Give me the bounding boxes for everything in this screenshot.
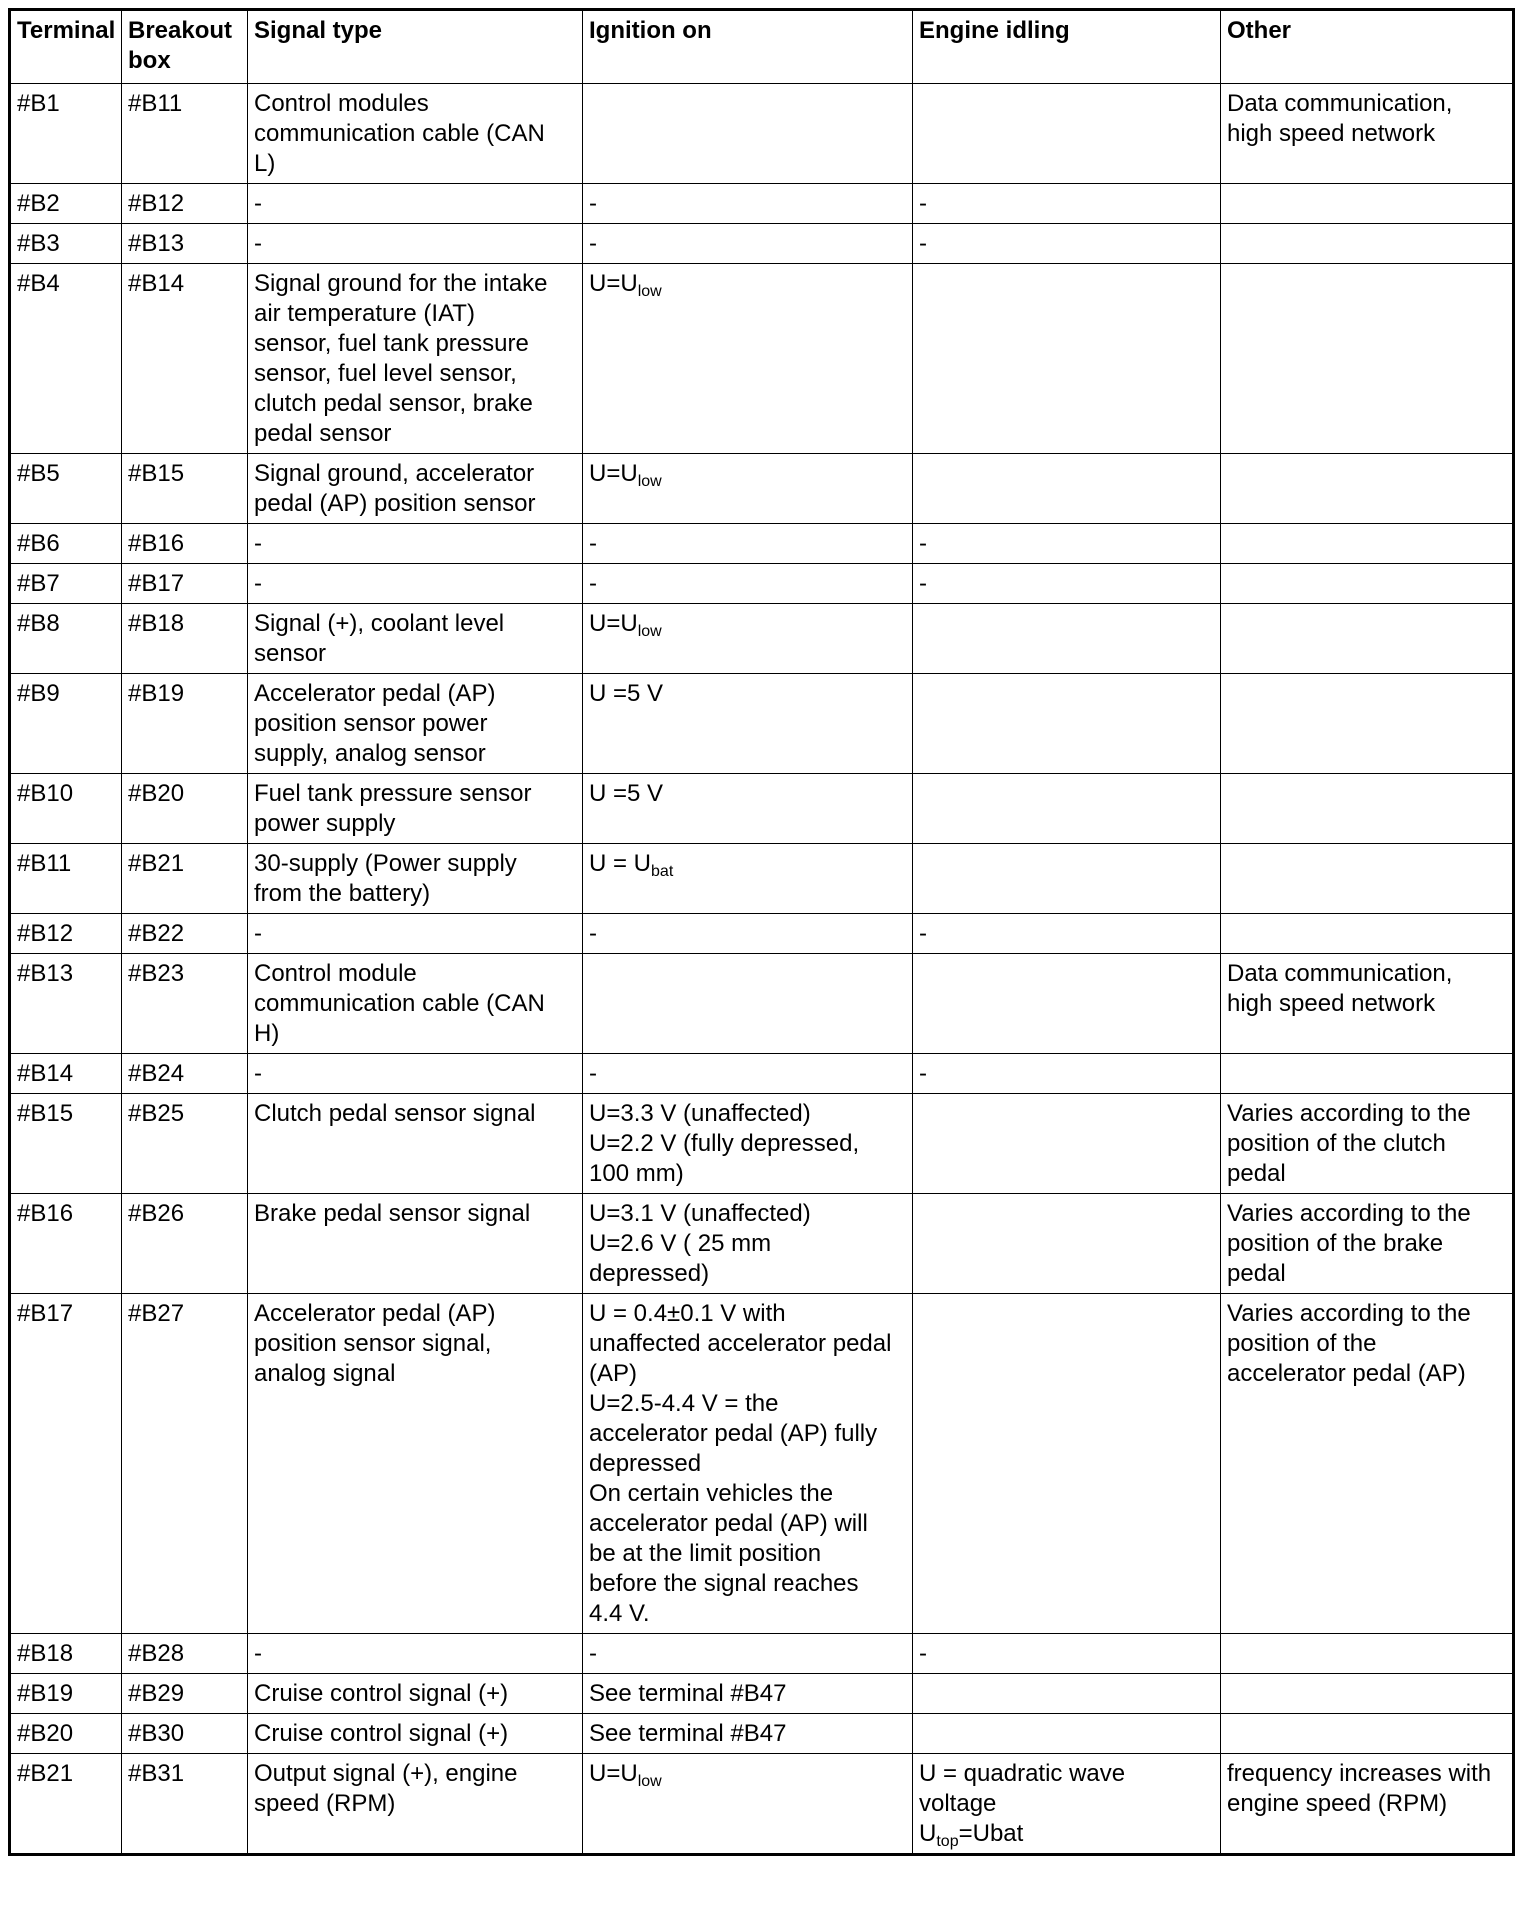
cell-line: - bbox=[254, 530, 262, 557]
cell-line: position of the brake bbox=[1227, 1230, 1444, 1257]
cell-ignition-on bbox=[583, 1054, 913, 1094]
cell-signal-type bbox=[248, 224, 583, 264]
cell-line: - bbox=[919, 1640, 927, 1667]
cell-other bbox=[1221, 1194, 1514, 1294]
cell-engine-idling bbox=[913, 1754, 1221, 1855]
cell-line: sensor, fuel level sensor, bbox=[254, 360, 517, 387]
cell-ignition-on bbox=[583, 1094, 913, 1194]
cell-ignition-on bbox=[583, 914, 913, 954]
cell-signal-type bbox=[248, 914, 583, 954]
cell-line: - bbox=[254, 230, 262, 257]
cell-signal-type bbox=[248, 1754, 583, 1855]
cell-line: sensor bbox=[254, 640, 327, 667]
cell-line: - bbox=[254, 570, 262, 597]
cell-line: - bbox=[589, 230, 597, 257]
cell-terminal: #B15 bbox=[10, 1094, 122, 1194]
cell-line: engine speed (RPM) bbox=[1227, 1790, 1448, 1817]
cell-breakout-box: #B30 bbox=[122, 1714, 248, 1754]
cell-line: Varies according to the bbox=[1227, 1200, 1471, 1227]
cell-engine-idling bbox=[913, 604, 1221, 674]
cell-breakout-box: #B21 bbox=[122, 844, 248, 914]
cell-line: Data communication, bbox=[1227, 90, 1453, 117]
cell-engine-idling bbox=[913, 1634, 1221, 1674]
cell-other bbox=[1221, 224, 1514, 264]
cell-line: from the battery) bbox=[254, 880, 431, 907]
cell-line: - bbox=[589, 530, 597, 557]
cell-ignition-on bbox=[583, 954, 913, 1054]
cell-engine-idling bbox=[913, 1674, 1221, 1714]
cell-signal-type bbox=[248, 264, 583, 454]
cell-line: On certain vehicles the bbox=[589, 1480, 834, 1507]
cell-breakout-box: #B29 bbox=[122, 1674, 248, 1714]
cell-breakout-box: #B26 bbox=[122, 1194, 248, 1294]
table-row bbox=[10, 604, 1514, 674]
table-row bbox=[10, 1754, 1514, 1855]
cell-other bbox=[1221, 604, 1514, 674]
cell-terminal: #B10 bbox=[10, 774, 122, 844]
cell-ignition-on bbox=[583, 1674, 913, 1714]
cell-signal-type bbox=[248, 1194, 583, 1294]
cell-engine-idling bbox=[913, 774, 1221, 844]
cell-line: Cruise control signal (+) bbox=[254, 1680, 509, 1707]
table-row bbox=[10, 1714, 1514, 1754]
cell-terminal: #B3 bbox=[10, 224, 122, 264]
cell-engine-idling bbox=[913, 914, 1221, 954]
cell-line: pedal (AP) position sensor bbox=[254, 490, 536, 517]
header-signal-type: Signal type bbox=[248, 10, 583, 84]
cell-line: depressed) bbox=[589, 1260, 710, 1287]
cell-line: voltage bbox=[919, 1790, 997, 1817]
cell-line: position of the bbox=[1227, 1330, 1377, 1357]
cell-line: Accelerator pedal (AP) bbox=[254, 1300, 496, 1327]
cell-line: - bbox=[589, 570, 597, 597]
cell-line: Control module bbox=[254, 960, 417, 987]
cell-ignition-on bbox=[583, 1194, 913, 1294]
table-row bbox=[10, 844, 1514, 914]
cell-line: depressed bbox=[589, 1450, 702, 1477]
cell-line: accelerator pedal (AP) will bbox=[589, 1510, 868, 1537]
table-row bbox=[10, 454, 1514, 524]
table-row bbox=[10, 184, 1514, 224]
cell-terminal: #B16 bbox=[10, 1194, 122, 1294]
cell-line bbox=[589, 459, 906, 489]
cell-other bbox=[1221, 84, 1514, 184]
cell-line: U=2.6 V ( 25 mm bbox=[589, 1230, 772, 1257]
cell-engine-idling bbox=[913, 264, 1221, 454]
cell-ignition-on bbox=[583, 1714, 913, 1754]
table-row bbox=[10, 524, 1514, 564]
cell-line: U =5 V bbox=[589, 780, 664, 807]
cell-other bbox=[1221, 1714, 1514, 1754]
cell-line: Brake pedal sensor signal bbox=[254, 1200, 531, 1227]
table-body bbox=[10, 84, 1514, 1855]
cell-ignition-on bbox=[583, 224, 913, 264]
cell-line: unaffected accelerator pedal bbox=[589, 1330, 892, 1357]
cell-ignition-on bbox=[583, 774, 913, 844]
cell-ignition-on bbox=[583, 264, 913, 454]
header-other: Other bbox=[1221, 10, 1514, 84]
cell-terminal: #B6 bbox=[10, 524, 122, 564]
cell-signal-type bbox=[248, 1094, 583, 1194]
cell-breakout-box: #B27 bbox=[122, 1294, 248, 1634]
cell-line: - bbox=[919, 530, 927, 557]
cell-terminal: #B17 bbox=[10, 1294, 122, 1634]
cell-line: high speed network bbox=[1227, 990, 1436, 1017]
cell-other bbox=[1221, 264, 1514, 454]
cell-engine-idling bbox=[913, 184, 1221, 224]
cell-terminal: #B1 bbox=[10, 84, 122, 184]
cell-line: Control modules bbox=[254, 90, 429, 117]
table-row bbox=[10, 1094, 1514, 1194]
cell-line: (AP) bbox=[589, 1360, 637, 1387]
value-subscript: low bbox=[637, 1773, 662, 1790]
table-row bbox=[10, 1674, 1514, 1714]
cell-breakout-box: #B12 bbox=[122, 184, 248, 224]
cell-line: position sensor signal, bbox=[254, 1330, 492, 1357]
table-row bbox=[10, 84, 1514, 184]
table-row bbox=[10, 954, 1514, 1054]
cell-breakout-box: #B28 bbox=[122, 1634, 248, 1674]
cell-breakout-box: #B16 bbox=[122, 524, 248, 564]
value-subscript: low bbox=[637, 623, 662, 640]
cell-ignition-on bbox=[583, 454, 913, 524]
cell-signal-type bbox=[248, 604, 583, 674]
value-subscript: bat bbox=[651, 863, 674, 880]
cell-line bbox=[919, 1819, 1214, 1849]
cell-breakout-box: #B31 bbox=[122, 1754, 248, 1855]
cell-engine-idling bbox=[913, 224, 1221, 264]
cell-other bbox=[1221, 1634, 1514, 1674]
header-engine-idling: Engine idling bbox=[913, 10, 1221, 84]
table-row bbox=[10, 1634, 1514, 1674]
cell-ignition-on bbox=[583, 1294, 913, 1634]
cell-line bbox=[589, 1759, 906, 1789]
cell-line: L) bbox=[254, 150, 276, 177]
cell-terminal: #B7 bbox=[10, 564, 122, 604]
cell-other bbox=[1221, 454, 1514, 524]
cell-line: - bbox=[919, 920, 927, 947]
cell-terminal: #B11 bbox=[10, 844, 122, 914]
cell-signal-type bbox=[248, 454, 583, 524]
cell-engine-idling bbox=[913, 1194, 1221, 1294]
cell-breakout-box: #B15 bbox=[122, 454, 248, 524]
cell-line: Varies according to the bbox=[1227, 1300, 1471, 1327]
cell-line: analog signal bbox=[254, 1360, 396, 1387]
cell-signal-type bbox=[248, 954, 583, 1054]
cell-terminal: #B2 bbox=[10, 184, 122, 224]
value-subscript: low bbox=[637, 473, 662, 490]
cell-engine-idling bbox=[913, 524, 1221, 564]
cell-ignition-on bbox=[583, 674, 913, 774]
cell-breakout-box: #B13 bbox=[122, 224, 248, 264]
cell-line: Accelerator pedal (AP) bbox=[254, 680, 496, 707]
cell-engine-idling bbox=[913, 1714, 1221, 1754]
value-text: U bbox=[919, 1820, 937, 1847]
cell-line: Clutch pedal sensor signal bbox=[254, 1100, 536, 1127]
cell-signal-type bbox=[248, 774, 583, 844]
cell-line: position of the clutch bbox=[1227, 1130, 1446, 1157]
cell-terminal: #B4 bbox=[10, 264, 122, 454]
cell-line: frequency increases with bbox=[1227, 1760, 1492, 1787]
value-subscript: low bbox=[637, 283, 662, 300]
cell-line: pedal bbox=[1227, 1160, 1286, 1187]
cell-other bbox=[1221, 564, 1514, 604]
cell-line bbox=[589, 849, 906, 879]
cell-line: Signal ground for the intake bbox=[254, 270, 548, 297]
cell-other bbox=[1221, 1054, 1514, 1094]
cell-line: - bbox=[254, 1060, 262, 1087]
header-terminal: Terminal bbox=[10, 10, 122, 84]
cell-other bbox=[1221, 954, 1514, 1054]
cell-signal-type bbox=[248, 1294, 583, 1634]
cell-line bbox=[589, 269, 906, 299]
cell-line: U = 0.4±0.1 V with bbox=[589, 1300, 786, 1327]
cell-engine-idling bbox=[913, 1054, 1221, 1094]
cell-other bbox=[1221, 774, 1514, 844]
cell-signal-type bbox=[248, 844, 583, 914]
cell-ignition-on bbox=[583, 84, 913, 184]
cell-terminal: #B20 bbox=[10, 1714, 122, 1754]
cell-engine-idling bbox=[913, 674, 1221, 774]
terminal-signal-table bbox=[8, 8, 1515, 1856]
cell-line: accelerator pedal (AP) fully bbox=[589, 1420, 878, 1447]
cell-line: - bbox=[919, 1060, 927, 1087]
table-row bbox=[10, 914, 1514, 954]
cell-breakout-box: #B25 bbox=[122, 1094, 248, 1194]
cell-breakout-box: #B23 bbox=[122, 954, 248, 1054]
cell-engine-idling bbox=[913, 84, 1221, 184]
cell-line: U=2.2 V (fully depressed, bbox=[589, 1130, 860, 1157]
cell-line: U=3.1 V (unaffected) bbox=[589, 1200, 811, 1227]
value-text: U=U bbox=[589, 270, 638, 297]
value-text: U=U bbox=[589, 460, 638, 487]
cell-ignition-on bbox=[583, 1754, 913, 1855]
cell-line: be at the limit position bbox=[589, 1540, 822, 1567]
value-text: U=U bbox=[589, 610, 638, 637]
cell-terminal: #B12 bbox=[10, 914, 122, 954]
cell-line: Varies according to the bbox=[1227, 1100, 1471, 1127]
cell-line: Cruise control signal (+) bbox=[254, 1720, 509, 1747]
cell-line: - bbox=[589, 190, 597, 217]
header-breakout-box: Breakout box bbox=[122, 10, 248, 84]
cell-engine-idling bbox=[913, 954, 1221, 1054]
cell-terminal: #B19 bbox=[10, 1674, 122, 1714]
cell-other bbox=[1221, 1674, 1514, 1714]
value-text: U=U bbox=[589, 1760, 638, 1787]
cell-line: air temperature (IAT) bbox=[254, 300, 475, 327]
header-row bbox=[10, 10, 1514, 84]
cell-breakout-box: #B19 bbox=[122, 674, 248, 774]
cell-line: Data communication, bbox=[1227, 960, 1453, 987]
cell-breakout-box: #B17 bbox=[122, 564, 248, 604]
cell-line bbox=[589, 609, 906, 639]
cell-other bbox=[1221, 1294, 1514, 1634]
cell-line: before the signal reaches bbox=[589, 1570, 859, 1597]
cell-signal-type bbox=[248, 674, 583, 774]
cell-line: clutch pedal sensor, brake bbox=[254, 390, 533, 417]
cell-line: - bbox=[254, 190, 262, 217]
cell-signal-type bbox=[248, 1634, 583, 1674]
cell-line: - bbox=[919, 230, 927, 257]
cell-line: communication cable (CAN bbox=[254, 990, 545, 1017]
cell-breakout-box: #B18 bbox=[122, 604, 248, 674]
cell-terminal: #B8 bbox=[10, 604, 122, 674]
cell-terminal: #B9 bbox=[10, 674, 122, 774]
cell-terminal: #B21 bbox=[10, 1754, 122, 1855]
cell-line: pedal bbox=[1227, 1260, 1286, 1287]
cell-line: - bbox=[919, 190, 927, 217]
cell-ignition-on bbox=[583, 1634, 913, 1674]
table-row bbox=[10, 1294, 1514, 1634]
cell-terminal: #B5 bbox=[10, 454, 122, 524]
cell-breakout-box: #B24 bbox=[122, 1054, 248, 1094]
cell-signal-type bbox=[248, 564, 583, 604]
table-row bbox=[10, 264, 1514, 454]
cell-line: - bbox=[589, 1640, 597, 1667]
cell-signal-type bbox=[248, 184, 583, 224]
cell-engine-idling bbox=[913, 564, 1221, 604]
cell-other bbox=[1221, 524, 1514, 564]
cell-line: communication cable (CAN bbox=[254, 120, 545, 147]
cell-ignition-on bbox=[583, 184, 913, 224]
value-tail: =Ubat bbox=[958, 1820, 1024, 1847]
cell-line: U = quadratic wave bbox=[919, 1760, 1126, 1787]
cell-signal-type bbox=[248, 1714, 583, 1754]
cell-ignition-on bbox=[583, 844, 913, 914]
cell-line: pedal sensor bbox=[254, 420, 392, 447]
cell-line: Signal ground, accelerator bbox=[254, 460, 535, 487]
cell-line: supply, analog sensor bbox=[254, 740, 486, 767]
cell-breakout-box: #B20 bbox=[122, 774, 248, 844]
cell-line: accelerator pedal (AP) bbox=[1227, 1360, 1466, 1387]
cell-line: H) bbox=[254, 1020, 280, 1047]
table-row bbox=[10, 564, 1514, 604]
table-row bbox=[10, 674, 1514, 774]
cell-line: 100 mm) bbox=[589, 1160, 684, 1187]
table-row bbox=[10, 1194, 1514, 1294]
cell-line: position sensor power bbox=[254, 710, 488, 737]
cell-line: 30-supply (Power supply bbox=[254, 850, 517, 877]
cell-line: - bbox=[589, 920, 597, 947]
cell-ignition-on bbox=[583, 524, 913, 564]
value-text: U = U bbox=[589, 850, 652, 877]
cell-line: - bbox=[589, 1060, 597, 1087]
cell-line: - bbox=[254, 1640, 262, 1667]
cell-line: - bbox=[254, 920, 262, 947]
cell-line: U =5 V bbox=[589, 680, 664, 707]
cell-other bbox=[1221, 914, 1514, 954]
header-ignition-on: Ignition on bbox=[583, 10, 913, 84]
cell-breakout-box: #B14 bbox=[122, 264, 248, 454]
cell-signal-type bbox=[248, 84, 583, 184]
cell-other bbox=[1221, 1094, 1514, 1194]
cell-engine-idling bbox=[913, 844, 1221, 914]
cell-terminal: #B13 bbox=[10, 954, 122, 1054]
cell-line: U=2.5-4.4 V = the bbox=[589, 1390, 779, 1417]
cell-terminal: #B14 bbox=[10, 1054, 122, 1094]
cell-engine-idling bbox=[913, 1294, 1221, 1634]
cell-line: 4.4 V. bbox=[589, 1600, 650, 1627]
cell-ignition-on bbox=[583, 604, 913, 674]
table-row bbox=[10, 1054, 1514, 1094]
table-row bbox=[10, 224, 1514, 264]
cell-line: Fuel tank pressure sensor bbox=[254, 780, 532, 807]
cell-engine-idling bbox=[913, 454, 1221, 524]
cell-signal-type bbox=[248, 524, 583, 564]
cell-other bbox=[1221, 184, 1514, 224]
cell-line: sensor, fuel tank pressure bbox=[254, 330, 529, 357]
cell-line: high speed network bbox=[1227, 120, 1436, 147]
cell-line: See terminal #B47 bbox=[589, 1720, 787, 1747]
cell-line: speed (RPM) bbox=[254, 1790, 396, 1817]
cell-line: Signal (+), coolant level bbox=[254, 610, 505, 637]
cell-breakout-box: #B22 bbox=[122, 914, 248, 954]
cell-signal-type bbox=[248, 1054, 583, 1094]
cell-breakout-box: #B11 bbox=[122, 84, 248, 184]
cell-other bbox=[1221, 844, 1514, 914]
cell-ignition-on bbox=[583, 564, 913, 604]
table-row bbox=[10, 774, 1514, 844]
cell-other bbox=[1221, 674, 1514, 774]
cell-line: Output signal (+), engine bbox=[254, 1760, 518, 1787]
cell-engine-idling bbox=[913, 1094, 1221, 1194]
cell-line: See terminal #B47 bbox=[589, 1680, 787, 1707]
cell-line: U=3.3 V (unaffected) bbox=[589, 1100, 811, 1127]
cell-signal-type bbox=[248, 1674, 583, 1714]
value-subscript: top bbox=[936, 1833, 959, 1850]
cell-other bbox=[1221, 1754, 1514, 1855]
cell-line: power supply bbox=[254, 810, 396, 837]
cell-terminal: #B18 bbox=[10, 1634, 122, 1674]
cell-line: - bbox=[919, 570, 927, 597]
